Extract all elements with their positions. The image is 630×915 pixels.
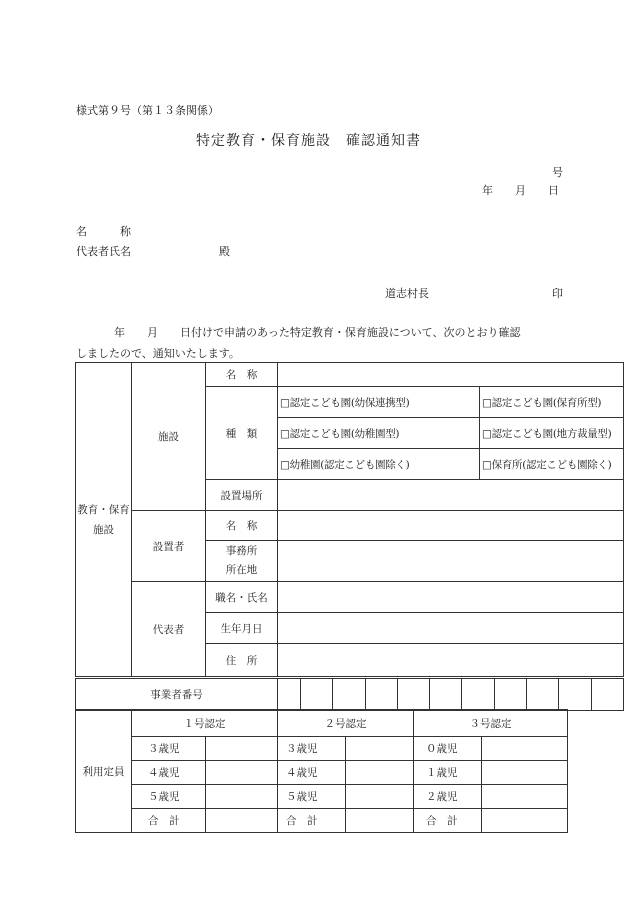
capacity-label: 利用定員 — [76, 710, 132, 833]
office-address-cell[interactable] — [278, 541, 624, 582]
capacity-cell[interactable] — [482, 737, 568, 761]
capacity-total-cell[interactable] — [346, 809, 414, 833]
birthdate-label: 生年月日 — [206, 613, 278, 644]
location-label: 設置場所 — [206, 480, 278, 511]
group-rep-label: 代表者 — [132, 582, 206, 677]
age-label: ５歳児 — [278, 785, 346, 809]
capacity-cell[interactable] — [346, 785, 414, 809]
digit-box[interactable] — [494, 679, 526, 710]
number-label: 号 — [552, 166, 563, 179]
age-label: ４歳児 — [132, 761, 206, 785]
type-checkbox[interactable]: □認定こども園(地方裁量型) — [480, 418, 624, 449]
office-address-label — [206, 541, 278, 582]
address-cell[interactable] — [278, 644, 624, 677]
facility-name-cell[interactable] — [278, 363, 624, 387]
age-label: ２歳児 — [414, 785, 482, 809]
recipient-rep-label: 代表者氏名 — [76, 245, 131, 258]
location-cell[interactable] — [278, 480, 624, 511]
confirmation-table — [75, 362, 624, 677]
digit-box[interactable] — [278, 679, 301, 710]
facility-type-label: 種 類 — [206, 387, 278, 480]
digit-box[interactable] — [332, 679, 364, 710]
capacity-table — [75, 709, 568, 833]
digit-box[interactable] — [365, 679, 397, 710]
capacity-cell[interactable] — [206, 785, 278, 809]
position-name-cell[interactable] — [278, 582, 624, 613]
recipient-honorific: 殿 — [219, 245, 230, 258]
capacity-cell[interactable] — [482, 761, 568, 785]
installer-name-label: 名 称 — [206, 511, 278, 541]
form-number: 様式第９号（第１３条関係） — [76, 104, 219, 117]
digit-box[interactable] — [558, 679, 590, 710]
type-checkbox[interactable]: □認定こども園(幼保連携型) — [278, 387, 480, 418]
address-label: 住 所 — [206, 644, 278, 677]
cert1-label: １号認定 — [132, 710, 278, 737]
office-label-2: 所在地 — [225, 564, 258, 576]
age-label: １歳児 — [414, 761, 482, 785]
section-facility-label: 教育・保育施設 — [76, 363, 132, 677]
capacity-total-cell[interactable] — [482, 809, 568, 833]
intro-line-1: 年 月 日付けで申請のあった特定教育・保育施設について、次のとおり確認 — [114, 326, 521, 339]
business-number-cells[interactable] — [278, 679, 624, 711]
digit-box[interactable] — [461, 679, 493, 710]
age-label: ０歳児 — [414, 737, 482, 761]
capacity-cell[interactable] — [206, 761, 278, 785]
date-line: 年 月 日 — [482, 184, 559, 197]
lower-table — [75, 678, 624, 711]
birthdate-cell[interactable] — [278, 613, 624, 644]
capacity-cell[interactable] — [346, 761, 414, 785]
office-label-1: 事務所 — [225, 545, 258, 557]
type-checkbox[interactable]: □認定こども園(保育所型) — [480, 387, 624, 418]
age-label: ３歳児 — [132, 737, 206, 761]
digit-box[interactable] — [300, 679, 332, 710]
issuer-seal: 印 — [552, 287, 563, 300]
capacity-cell[interactable] — [206, 737, 278, 761]
capacity-total-cell[interactable] — [206, 809, 278, 833]
total-label: 合 計 — [414, 809, 482, 833]
facility-name-label: 名 称 — [206, 363, 278, 387]
intro-paragraph — [76, 322, 564, 364]
group-facility-label: 施設 — [132, 363, 206, 511]
digit-box[interactable] — [429, 679, 461, 710]
capacity-cell[interactable] — [482, 785, 568, 809]
age-label: ３歳児 — [278, 737, 346, 761]
position-name-label: 職名・氏名 — [206, 582, 278, 613]
capacity-cell[interactable] — [346, 737, 414, 761]
digit-box[interactable] — [591, 679, 623, 710]
digit-box[interactable] — [526, 679, 558, 710]
type-checkbox[interactable]: □認定こども園(幼稚園型) — [278, 418, 480, 449]
intro-line-2: しましたので、通知いたします。 — [76, 347, 240, 360]
total-label: 合 計 — [278, 809, 346, 833]
type-checkbox[interactable]: □幼稚園(認定こども園除く) — [278, 449, 480, 480]
page-title: 特定教育・保育施設 確認通知書 — [196, 133, 421, 149]
installer-name-cell[interactable] — [278, 511, 624, 541]
total-label: 合 計 — [132, 809, 206, 833]
digit-box[interactable] — [397, 679, 429, 710]
business-number-label: 事業者番号 — [76, 679, 278, 711]
cert3-label: ３号認定 — [414, 710, 568, 737]
group-installer-label: 設置者 — [132, 511, 206, 582]
age-label: ５歳児 — [132, 785, 206, 809]
recipient-name-label: 名 称 — [76, 225, 131, 238]
type-checkbox[interactable]: □保育所(認定こども園除く) — [480, 449, 624, 480]
issuer-mayor: 道志村長 — [385, 287, 429, 300]
cert2-label: ２号認定 — [278, 710, 414, 737]
age-label: ４歳児 — [278, 761, 346, 785]
